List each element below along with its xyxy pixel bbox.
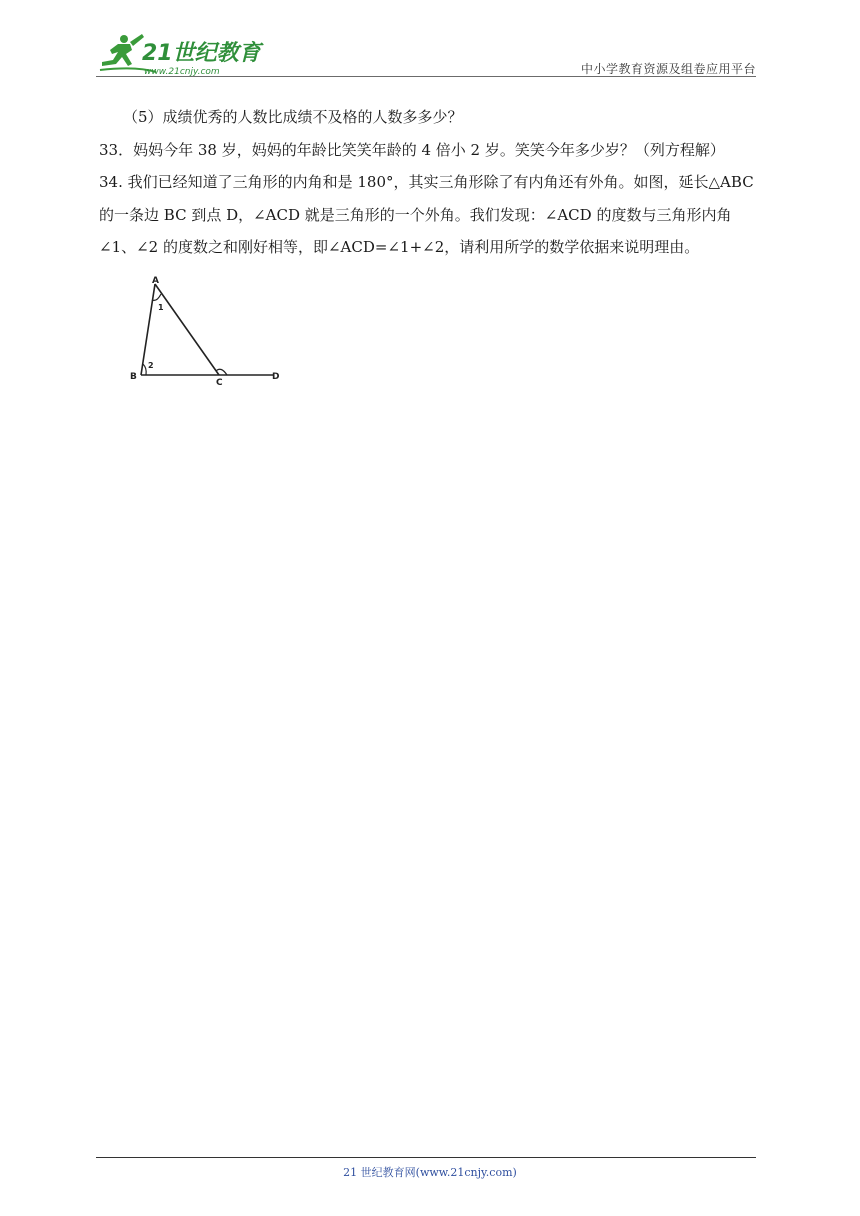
question-34-line-1: 34. 我们已经知道了三角形的内角和是 180°，其实三角形除了有内角还有外角。如图，延长△ABC (99, 173, 754, 191)
angle-2-label: 2 (148, 361, 154, 370)
questions-block (99, 101, 763, 264)
question-34-line-2: 的一条边 BC 到点 D，∠ACD 就是三角形的一个外角。我们发现：∠ACD 的度数与三角形内角 (99, 205, 732, 224)
question-5: （5）成绩优秀的人数比成绩不及格的人数多多少？ (123, 108, 463, 126)
page-header (96, 30, 756, 78)
footer-text: 21 世纪教育网(www.21cnjy.com) (343, 1166, 517, 1179)
angle-1-label: 1 (158, 303, 164, 312)
logo-url: www.21cnjy.com (144, 67, 220, 77)
footer-divider (96, 1157, 756, 1158)
platform-name: 中小学教育资源及组卷应用平台 (580, 62, 756, 76)
header-divider (96, 76, 756, 77)
label-d: D (272, 372, 280, 382)
question-33: 33．妈妈今年 38 岁，妈妈的年龄比笑笑年龄的 4 倍小 2 岁。笑笑今年多少岁？（列方程解） (99, 140, 725, 159)
logo-wordmark: 21世纪教育 (142, 41, 261, 66)
angle-2-arc (143, 364, 146, 375)
label-b: B (130, 372, 137, 382)
question-34-line-3: ∠1、∠2 的度数之和刚好相等，即∠ACD=∠1+∠2，请利用所学的数学依据来说明理由。 (99, 238, 700, 256)
triangle-figure (124, 272, 289, 387)
site-logo (96, 30, 266, 78)
side-ac (155, 284, 219, 375)
label-c: C (216, 378, 223, 387)
label-a: A (152, 276, 159, 286)
